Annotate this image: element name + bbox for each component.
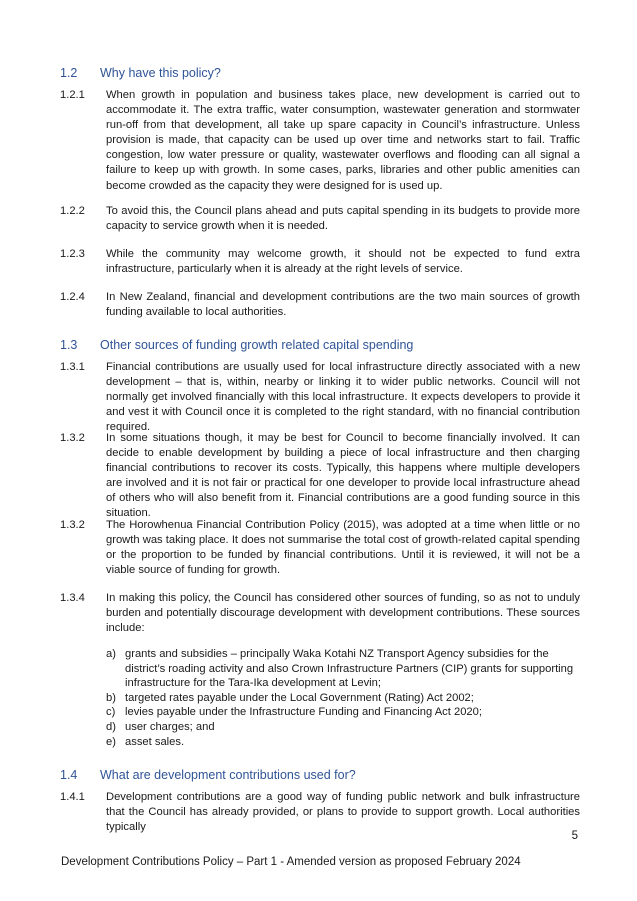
- paragraph: [60, 790, 580, 835]
- paragraph-text: The Horowhenua Financial Contribution Policy (2015), was adopted at a time when little or no growth was taking place. It does not summarise the total cost of growth-related capital spending or the proportion to be funded by financial contributions. Until it is reviewed, it will not be a viable source of funding for growth.: [106, 519, 580, 577]
- paragraph-text: While the community may welcome growth, it should not be expected to fund extra infrastructure, particularly when it is already at the right levels of service.: [106, 248, 580, 276]
- paragraph-number: 1.3.2: [60, 432, 85, 444]
- list-item: [106, 735, 580, 750]
- list-item-text: targeted rates payable under the Local Government (Rating) Act 2002;: [125, 691, 474, 704]
- funding-sources-list: [106, 647, 580, 749]
- section-heading: [60, 768, 356, 782]
- list-item-text: user charges; and: [125, 720, 215, 733]
- page-number: 5: [571, 830, 578, 842]
- section-number: 1.2: [60, 66, 78, 80]
- paragraph-number: 1.2.1: [60, 89, 85, 101]
- section-title: Other sources of funding growth related capital spending: [100, 338, 414, 352]
- paragraph: [60, 518, 580, 578]
- paragraph-text: In making this policy, the Council has considered other sources of funding, so as not to unduly burden and potentially discourage development with development contributions. These sources include:: [106, 592, 580, 635]
- paragraph: [60, 360, 580, 435]
- paragraph-number: 1.3.1: [60, 361, 85, 373]
- list-marker: a): [106, 648, 116, 660]
- list-item: [106, 720, 580, 735]
- paragraph: [60, 88, 580, 194]
- list-item-text: levies payable under the Infrastructure Funding and Financing Act 2020;: [125, 706, 482, 719]
- paragraph-text: When growth in population and business takes place, new development is carried out to accommodate it. The extra traffic, water consumption, wastewater generation and stormwater run-off from that development, all take up spare capacity in Council’s infrastructure. Unless provision is made, that capacity can be used up over time and networks start to fail. Traffic congestion, low water pressure or quality, wastewater overflows and flooding can all signal a failure to keep up with growth. In some cases, parks, libraries and other public amenities can become crowded as the capacity they were designed for is used up.: [106, 89, 580, 192]
- section-title: Why have this policy?: [100, 66, 221, 80]
- paragraph-text: To avoid this, the Council plans ahead and puts capital spending in its budgets to provide more capacity to service growth when it is needed.: [106, 205, 580, 233]
- section-heading: [60, 66, 221, 80]
- section-heading: [60, 338, 413, 352]
- section-number: 1.4: [60, 768, 78, 782]
- list-item-text: asset sales.: [125, 735, 185, 748]
- list-item: [106, 691, 580, 706]
- paragraph: [60, 204, 580, 234]
- paragraph-text: Development contributions are a good way of funding public network and bulk infrastructure that the Council has already provided, or plans to provide to support growth. Local authorities typically: [106, 791, 580, 834]
- paragraph-text: Financial contributions are usually used for local infrastructure directly associated with a new development – that is, within, nearby or linking it to wider public networks. Council will not normally get involved financially with this local infrastructure. It expects developers to provide it and vest it with Council once it is completed to the right standard, with no financial contribution required.: [106, 361, 580, 434]
- list-item-text: grants and subsidies – principally Waka Kotahi NZ Transport Agency subsidies for the district’s roading activity and also Crown Infrastructure Partners (CIP) grants for supporting infrastructure for the Tara-Ika development at Levin;: [125, 648, 574, 690]
- page-footer: Development Contributions Policy – Part 1 - Amended version as proposed February 2024: [61, 856, 521, 868]
- paragraph: [60, 290, 580, 320]
- paragraph-text: In some situations though, it may be best for Council to become financially involved. It can decide to enable development by building a piece of local infrastructure and then charging financial contributions to recover its costs. Typically, this happens where multiple developers are involved and it is not fair or practical for one developer to provide local infrastructure ahead of others who will also benefit from it. Financial contributions are a good funding source in this situation.: [106, 432, 580, 520]
- list-item: [106, 705, 580, 720]
- paragraph-number: 1.3.2: [60, 519, 85, 531]
- paragraph-number: 1.3.4: [60, 592, 85, 604]
- paragraph-number: 1.2.4: [60, 291, 85, 303]
- paragraph-number: 1.2.2: [60, 205, 85, 217]
- list-marker: d): [106, 720, 116, 733]
- list-item: [106, 647, 580, 691]
- paragraph-number: 1.2.3: [60, 248, 85, 260]
- paragraph: [60, 591, 580, 636]
- paragraph-text: In New Zealand, financial and development contributions are the two main sources of growth funding available to local authorities.: [106, 291, 580, 319]
- list-marker: c): [106, 706, 116, 719]
- list-marker: b): [106, 691, 116, 704]
- list-marker: e): [106, 735, 116, 748]
- paragraph: [60, 431, 580, 522]
- section-number: 1.3: [60, 338, 78, 352]
- paragraph-number: 1.4.1: [60, 791, 85, 803]
- paragraph: [60, 247, 580, 277]
- section-title: What are development contributions used for?: [100, 768, 356, 782]
